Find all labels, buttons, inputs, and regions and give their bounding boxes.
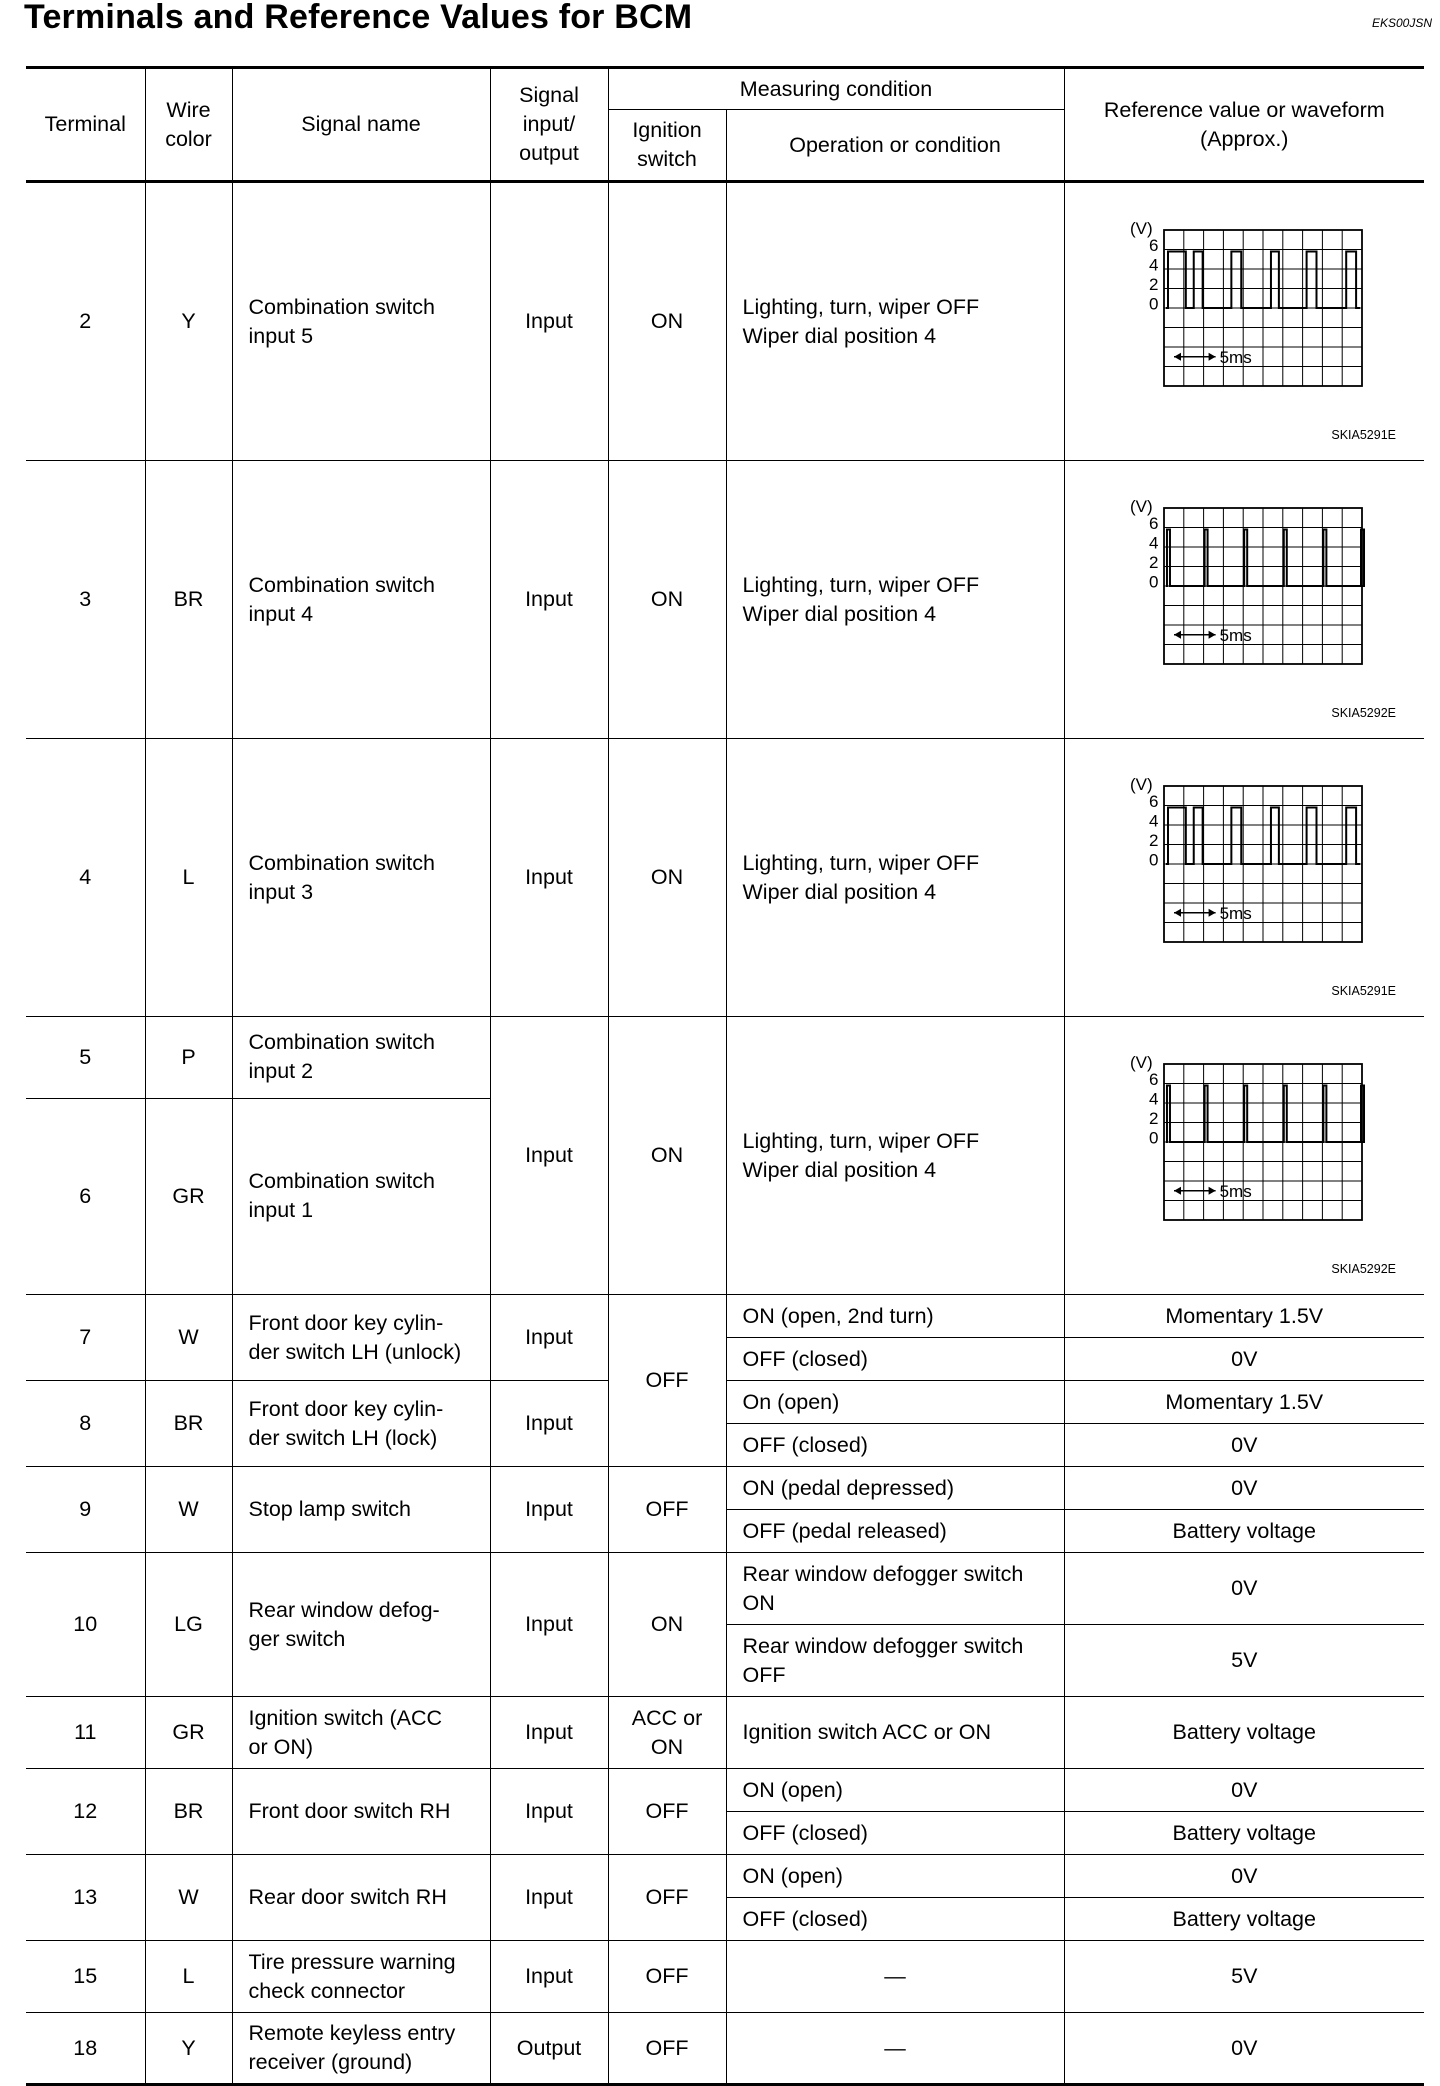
time-marker-arrow-left [1174, 909, 1181, 917]
signal-io-cell: Input [490, 1295, 608, 1381]
tick-label: 2 [1149, 275, 1159, 294]
condition-cell: On (open) [726, 1381, 1064, 1424]
tick-label: 2 [1149, 1109, 1159, 1128]
wire-color-cell: GR [145, 1697, 232, 1769]
terminals-table [26, 66, 1424, 2086]
reference-value-cell: 0V [1064, 1424, 1424, 1467]
condition-cell: OFF (closed) [726, 1338, 1064, 1381]
reference-value-cell: 0V [1064, 1467, 1424, 1510]
waveform-cell [1064, 461, 1424, 739]
figure-code: SKIA5291E [1331, 428, 1397, 442]
condition-cell: Lighting, turn, wiper OFF Wiper dial position 4 [726, 461, 1064, 739]
ignition-cell: OFF [608, 1295, 726, 1467]
tick-label: 2 [1149, 831, 1159, 850]
time-marker-arrow-right [1209, 631, 1216, 639]
reference-value-cell: Momentary 1.5V [1064, 1381, 1424, 1424]
time-label: 5ms [1219, 1181, 1252, 1201]
figure-code: SKIA5292E [1331, 1262, 1397, 1276]
signal-trace [1166, 530, 1364, 587]
table-row [26, 1697, 1424, 1769]
time-label: 5ms [1219, 903, 1252, 923]
table-row [26, 1941, 1424, 2013]
signal-name-cell: Stop lamp switch [232, 1467, 490, 1553]
signal-io-cell: Input [490, 461, 608, 739]
condition-cell: Lighting, turn, wiper OFF Wiper dial position 4 [726, 1017, 1064, 1295]
terminal-cell: 13 [26, 1855, 145, 1941]
ignition-cell: ON [608, 182, 726, 461]
signal-io-cell: Input [490, 1697, 608, 1769]
waveform-cell [1064, 739, 1424, 1017]
wire-color-cell: Y [145, 2013, 232, 2085]
signal-name-cell: Front door key cylin- der switch LH (unlock) [232, 1295, 490, 1381]
signal-name-cell: Remote keyless entry receiver (ground) [232, 2013, 490, 2085]
signal-io-cell: Input [490, 1467, 608, 1553]
wire-color-cell: LG [145, 1553, 232, 1697]
condition-cell: OFF (closed) [726, 1424, 1064, 1467]
time-marker-arrow-left [1174, 631, 1181, 639]
ignition-cell: OFF [608, 1941, 726, 2013]
time-marker-arrow-left [1174, 1187, 1181, 1195]
time-marker-arrow-right [1209, 909, 1216, 917]
condition-cell: Rear window defogger switch OFF [726, 1625, 1064, 1697]
tick-label: 2 [1149, 553, 1159, 572]
header-wire-color: Wire color [145, 68, 232, 182]
waveform-cell [1064, 1017, 1424, 1295]
header-ignition-switch: Ignition switch [608, 110, 726, 182]
tick-label: 4 [1149, 533, 1159, 553]
reference-value-cell: 0V [1064, 1553, 1424, 1625]
signal-name-cell: Combination switch input 1 [232, 1098, 490, 1294]
tick-label: 6 [1149, 236, 1159, 255]
wire-color-cell: BR [145, 1381, 232, 1467]
reference-value-cell: Battery voltage [1064, 1812, 1424, 1855]
ignition-cell: ON [608, 461, 726, 739]
header-operation: Operation or condition [726, 110, 1064, 182]
reference-value-cell: 0V [1064, 1769, 1424, 1812]
tick-label: 4 [1149, 255, 1159, 275]
signal-io-cell: Input [490, 1855, 608, 1941]
ignition-cell: OFF [608, 2013, 726, 2085]
condition-cell: ON (open) [726, 1769, 1064, 1812]
wire-color-cell: BR [145, 461, 232, 739]
table-row [26, 182, 1424, 461]
signal-name-cell: Rear door switch RH [232, 1855, 490, 1941]
wire-color-cell: BR [145, 1769, 232, 1855]
reference-value-cell: Battery voltage [1064, 1697, 1424, 1769]
figure-code: SKIA5291E [1331, 984, 1397, 998]
waveform-graph [1104, 1046, 1384, 1236]
reference-value-cell: 5V [1064, 1941, 1424, 2013]
signal-name-cell: Combination switch input 5 [232, 182, 490, 461]
signal-name-cell: Front door key cylin- der switch LH (lock) [232, 1381, 490, 1467]
waveform-graph [1104, 212, 1384, 402]
wire-color-cell: W [145, 1295, 232, 1381]
signal-name-cell: Combination switch input 2 [232, 1017, 490, 1099]
table-row [26, 461, 1424, 739]
terminal-cell: 7 [26, 1295, 145, 1381]
unit-label: (V) [1130, 497, 1153, 516]
signal-name-cell: Combination switch input 4 [232, 461, 490, 739]
signal-io-cell: Output [490, 2013, 608, 2085]
condition-cell: Ignition switch ACC or ON [726, 1697, 1064, 1769]
reference-value-cell: 5V [1064, 1625, 1424, 1697]
tick-label: 6 [1149, 514, 1159, 533]
tick-label: 6 [1149, 1070, 1159, 1089]
tick-label: 0 [1149, 850, 1159, 870]
terminal-cell: 18 [26, 2013, 145, 2085]
ignition-cell: OFF [608, 1769, 726, 1855]
condition-cell: Rear window defogger switch ON [726, 1553, 1064, 1625]
tick-label: 0 [1149, 1128, 1159, 1148]
table-row [26, 1553, 1424, 1625]
figure-code: SKIA5292E [1331, 706, 1397, 720]
wire-color-cell: W [145, 1467, 232, 1553]
wire-color-cell: P [145, 1017, 232, 1099]
tick-label: 0 [1149, 572, 1159, 592]
page-title: Terminals and Reference Values for BCM [24, 0, 693, 36]
ignition-cell: OFF [608, 1467, 726, 1553]
condition-cell: Lighting, turn, wiper OFF Wiper dial position 4 [726, 739, 1064, 1017]
time-marker-arrow-right [1209, 1187, 1216, 1195]
document-code: EKS00JSN [1371, 16, 1432, 30]
terminal-cell: 11 [26, 1697, 145, 1769]
wire-color-cell: W [145, 1855, 232, 1941]
wire-color-cell: Y [145, 182, 232, 461]
table-row [26, 1017, 1424, 1099]
table-row [26, 739, 1424, 1017]
ignition-cell: ON [608, 1017, 726, 1295]
wire-color-cell: L [145, 1941, 232, 2013]
waveform-graph [1104, 768, 1384, 958]
signal-trace [1166, 1086, 1364, 1143]
ignition-cell: ON [608, 739, 726, 1017]
reference-value-cell: Momentary 1.5V [1064, 1295, 1424, 1338]
condition-cell: — [726, 2013, 1064, 2085]
condition-cell: OFF (closed) [726, 1898, 1064, 1941]
table-row [26, 1855, 1424, 1898]
signal-name-cell: Rear window defog- ger switch [232, 1553, 490, 1697]
tick-label: 4 [1149, 1089, 1159, 1109]
signal-io-cell: Input [490, 739, 608, 1017]
ignition-cell: ON [608, 1553, 726, 1697]
condition-cell: ON (pedal depressed) [726, 1467, 1064, 1510]
signal-name-cell: Combination switch input 3 [232, 739, 490, 1017]
terminal-cell: 6 [26, 1098, 145, 1294]
signal-name-cell: Ignition switch (ACC or ON) [232, 1697, 490, 1769]
time-marker-arrow-right [1209, 353, 1216, 361]
unit-label: (V) [1130, 219, 1153, 238]
terminal-cell: 10 [26, 1553, 145, 1697]
terminal-cell: 8 [26, 1381, 145, 1467]
unit-label: (V) [1130, 1053, 1153, 1072]
terminal-cell: 12 [26, 1769, 145, 1855]
time-label: 5ms [1219, 347, 1252, 367]
signal-name-cell: Front door switch RH [232, 1769, 490, 1855]
table-row [26, 1467, 1424, 1510]
header-reference: Reference value or waveform (Approx.) [1064, 68, 1424, 182]
signal-name-cell: Tire pressure warning check connector [232, 1941, 490, 2013]
reference-value-cell: Battery voltage [1064, 1898, 1424, 1941]
ignition-cell: ACC or ON [608, 1697, 726, 1769]
terminal-cell: 15 [26, 1941, 145, 2013]
waveform-cell [1064, 182, 1424, 461]
tick-label: 4 [1149, 811, 1159, 831]
terminal-cell: 4 [26, 739, 145, 1017]
header-signal-io: Signal input/ output [490, 68, 608, 182]
reference-value-cell: Battery voltage [1064, 1510, 1424, 1553]
unit-label: (V) [1130, 775, 1153, 794]
header-signal-name: Signal name [232, 68, 490, 182]
signal-io-cell: Input [490, 1017, 608, 1295]
tick-label: 0 [1149, 294, 1159, 314]
time-label: 5ms [1219, 625, 1252, 645]
condition-cell: ON (open, 2nd turn) [726, 1295, 1064, 1338]
signal-io-cell: Input [490, 1553, 608, 1697]
terminal-cell: 9 [26, 1467, 145, 1553]
condition-cell: OFF (closed) [726, 1812, 1064, 1855]
condition-cell: OFF (pedal released) [726, 1510, 1064, 1553]
tick-label: 6 [1149, 792, 1159, 811]
table-row [26, 1295, 1424, 1338]
signal-io-cell: Input [490, 182, 608, 461]
reference-value-cell: 0V [1064, 1855, 1424, 1898]
condition-cell: — [726, 1941, 1064, 2013]
reference-value-cell: 0V [1064, 2013, 1424, 2085]
terminal-cell: 2 [26, 182, 145, 461]
waveform-graph [1104, 490, 1384, 680]
signal-io-cell: Input [490, 1941, 608, 2013]
signal-io-cell: Input [490, 1381, 608, 1467]
condition-cell: Lighting, turn, wiper OFF Wiper dial position 4 [726, 182, 1064, 461]
condition-cell: ON (open) [726, 1855, 1064, 1898]
ignition-cell: OFF [608, 1855, 726, 1941]
header-measuring-condition: Measuring condition [608, 68, 1064, 110]
time-marker-arrow-left [1174, 353, 1181, 361]
wire-color-cell: GR [145, 1098, 232, 1294]
table-row [26, 2013, 1424, 2085]
reference-value-cell: 0V [1064, 1338, 1424, 1381]
wire-color-cell: L [145, 739, 232, 1017]
table-row [26, 1769, 1424, 1812]
signal-io-cell: Input [490, 1769, 608, 1855]
terminal-cell: 5 [26, 1017, 145, 1099]
header-terminal: Terminal [26, 68, 145, 182]
terminal-cell: 3 [26, 461, 145, 739]
